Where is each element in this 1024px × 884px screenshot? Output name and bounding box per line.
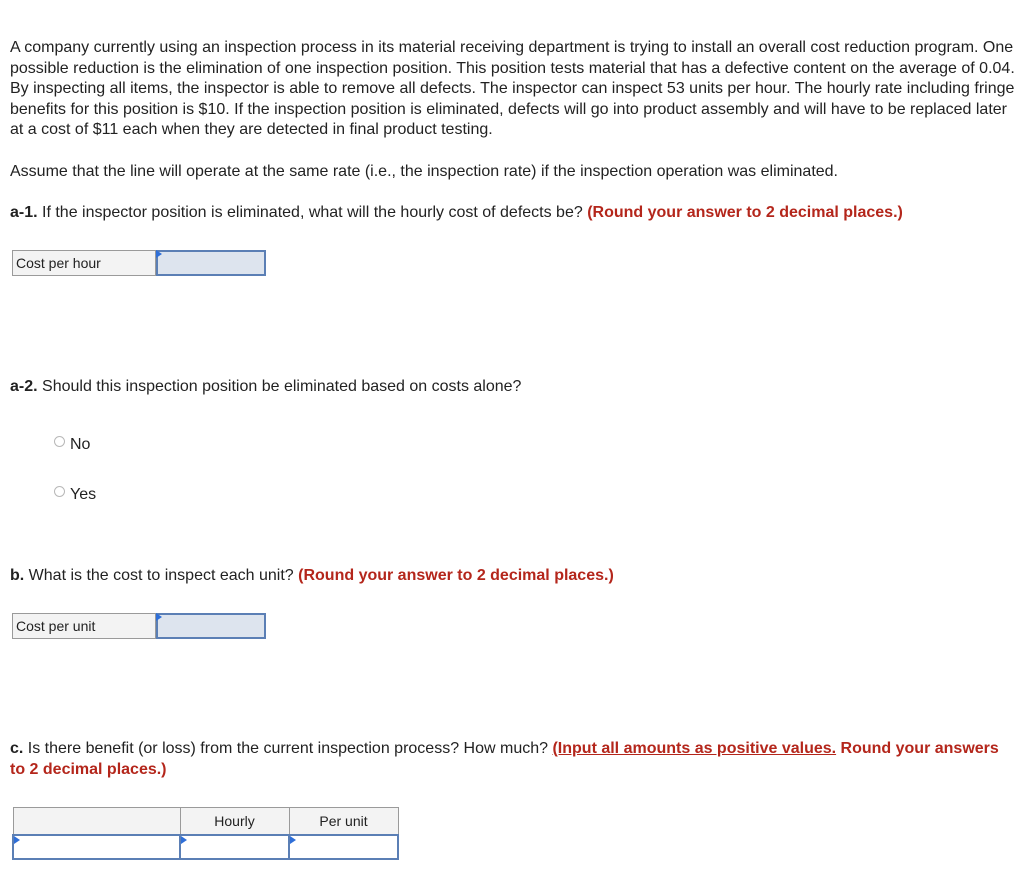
- radio-no-label: No: [70, 436, 91, 453]
- question-b-label: b.: [10, 567, 25, 584]
- question-a2-text: Should this inspection position be eliminated based on costs alone?: [37, 378, 522, 395]
- flag-icon: [290, 836, 296, 844]
- flag-icon: [156, 613, 162, 621]
- header-per-unit: Per unit: [289, 808, 398, 836]
- benefit-table-header: [13, 808, 398, 836]
- question-b-text: What is the cost to inspect each unit?: [24, 567, 299, 584]
- cost-per-unit-label: Cost per unit: [12, 613, 156, 639]
- radio-yes-label: Yes: [70, 486, 97, 503]
- question-a2-label: a-2.: [10, 378, 38, 395]
- question-b: [10, 566, 1018, 587]
- radio-yes[interactable]: [54, 486, 65, 497]
- question-b-instruction: (Round your answer to 2 decimal places.): [298, 567, 614, 584]
- cost-per-unit-input[interactable]: [156, 613, 266, 639]
- radio-option-no[interactable]: [54, 436, 90, 454]
- radio-option-yes[interactable]: [54, 486, 96, 504]
- question-c: [10, 739, 1018, 780]
- flag-icon: [14, 836, 20, 844]
- question-c-label: c.: [10, 740, 24, 757]
- question-c-text: Is there benefit (or loss) from the current inspection process? How much?: [23, 740, 553, 757]
- question-a2: [10, 377, 1018, 398]
- hourly-input-cell[interactable]: [180, 835, 289, 859]
- answer-row-b: [12, 613, 266, 639]
- flag-icon: [156, 250, 162, 258]
- cost-per-unit-input-wrap: [156, 613, 266, 639]
- question-c-instruction-link[interactable]: (Input all amounts as positive values.: [552, 740, 837, 757]
- flag-icon: [181, 836, 187, 844]
- question-c-instruction: Round your answers to 2 decimal places.): [10, 740, 999, 778]
- cost-per-hour-input[interactable]: [156, 250, 266, 276]
- header-blank: [13, 808, 180, 836]
- answer-row-a1: [12, 250, 266, 276]
- per-unit-input-cell[interactable]: [289, 835, 398, 859]
- benefit-table: [12, 807, 399, 860]
- benefit-loss-select-cell[interactable]: [13, 835, 180, 859]
- header-hourly: Hourly: [180, 808, 289, 836]
- problem-assumption: Assume that the line will operate at the same rate (i.e., the inspection rate) if the inspection operation was eliminated.: [10, 163, 838, 180]
- cost-per-hour-input-wrap: [156, 250, 266, 276]
- question-a1-text: If the inspector position is eliminated, what will the hourly cost of defects be?: [37, 204, 588, 221]
- question-a1: [10, 203, 1018, 224]
- problem-intro: A company currently using an inspection process in its material receiving department is trying to install an overall cost reduction program. One possible reduction is the elimination of one inspection position. This position tests material that has a defective content on the average of 0.04. By inspecting all items, the inspector is able to remove all defects. The inspector can inspect 53 units per hour. The hourly rate including fringe benefits for this position is $10. If the inspection position is eliminated, defects will go into product assembly and will have to be replaced later at a cost of $11 each when they are detected in final product testing.: [10, 39, 1015, 139]
- cost-per-hour-label: Cost per hour: [12, 250, 156, 276]
- radio-no[interactable]: [54, 436, 65, 447]
- question-a1-label: a-1.: [10, 204, 38, 221]
- benefit-table-row: [13, 835, 398, 859]
- question-a1-instruction: (Round your answer to 2 decimal places.): [587, 204, 903, 221]
